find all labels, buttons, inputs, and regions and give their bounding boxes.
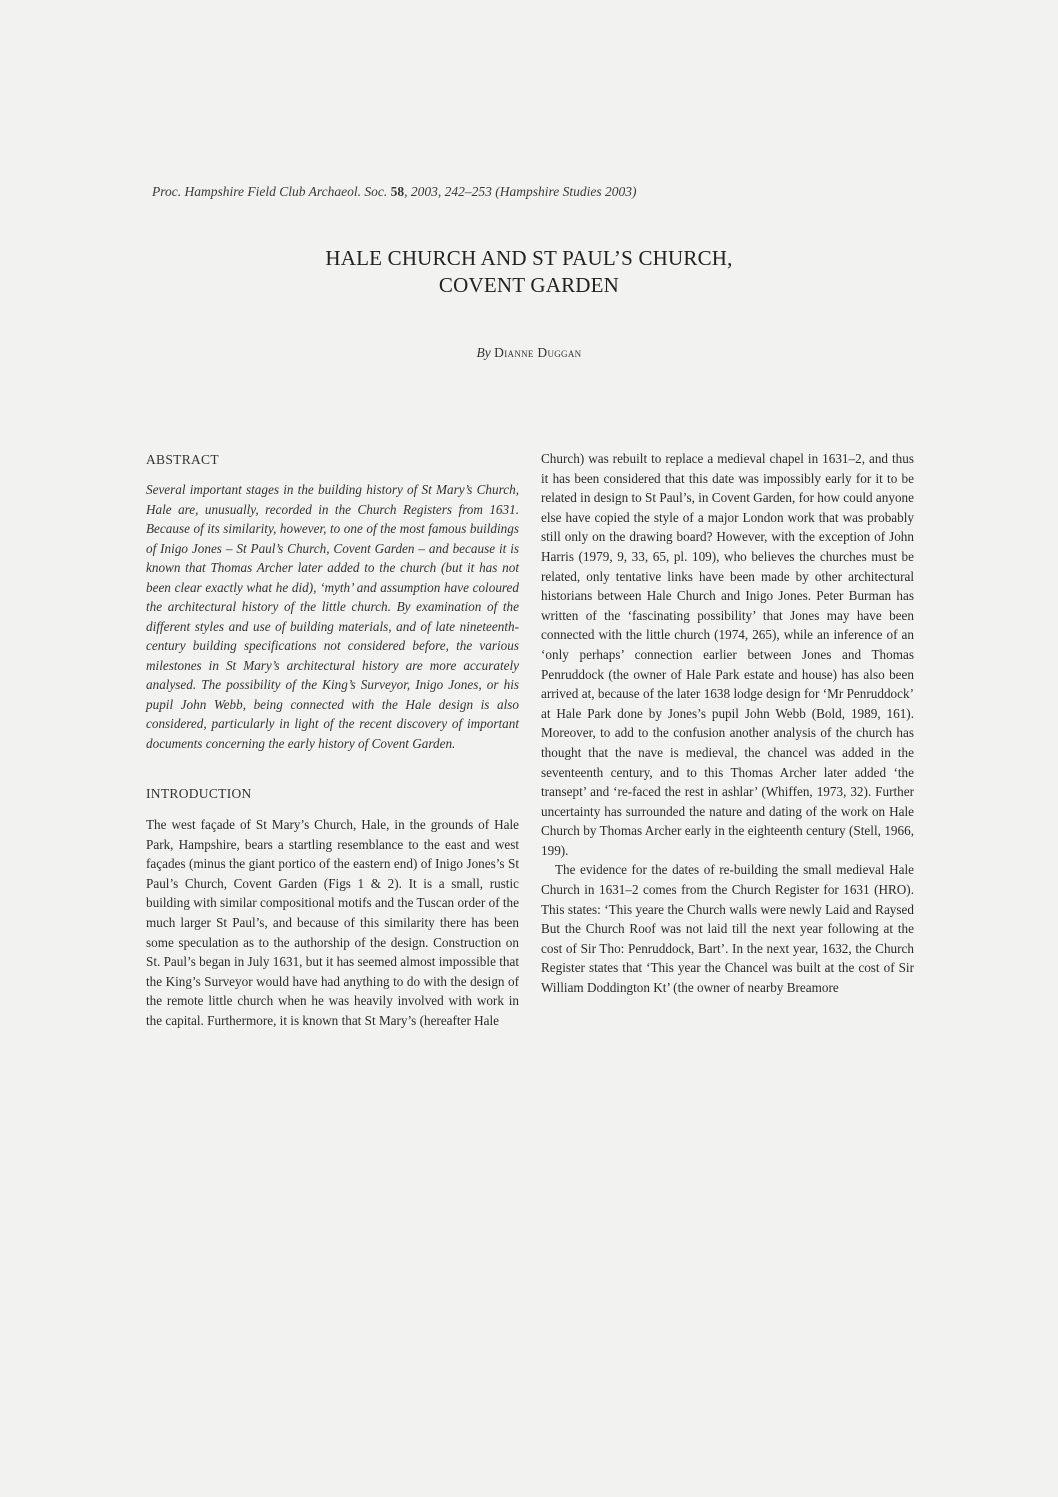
byline [0,345,1058,361]
introduction-paragraph-2: The evidence for the dates of re-building the small medieval Hale Church in 1631–2 comes from the Church Register for 1631 (HRO). This states: ‘This yeare the Church walls were newly Laid and Raysed But the Church Roof was not laid till the next year following at the cost of Sir Tho: Penruddock, Bart’. In the next year, 1632, the Church Register states that ‘This year the Chancel was built at the cost of Sir William Doddington Kt’ (the owner of nearby Breamore [541,862,914,996]
left-column [146,449,519,1031]
introduction-paragraph-1: The west façade of St Mary’s Church, Hale, in the grounds of Hale Park, Hampshire, bears a startling resemblance to the east and west façades (minus the giant portico of the eastern end) of Inigo Jones’s St Paul’s Church, Covent Garden (Figs 1 & 2). It is a small, rustic building with similar compositional motifs and the Tuscan order of the much larger St Paul’s, and because of this similarity there has been some speculation as to the authorship of the design. Construction on St. Paul’s began in July 1631, but it has seemed almost impossible that the King’s Surveyor would have had anything to do with the design of the remote little church when he was heavily involved with work in the capital. Furthermore, it is known that St Mary’s (hereafter Hale [146,817,519,1028]
volume-number: 58 [390,184,405,199]
abstract-heading: ABSTRACT [146,452,219,467]
introduction-paragraph-continued: Church) was rebuilt to replace a medieval chapel in 1631–2, and thus it has been considered that this date was impossibly early for it to be related in design to St Paul’s, in Covent Garden, for how could anyone else have copied the style of a major London work that was probably still only on the drawing board? However, with the exception of John Harris (1979, 9, 33, 65, pl. 109), who believes the churches must be related, only tentative links have been made by other architectural historians between Hale Church and Inigo Jones. Peter Burman has written of the ‘fascinating possibility’ that Jones may have been connected with the little church (1974, 265), while an inference of an ‘only perhaps’ connection earlier between Jones and Thomas Penruddock (the owner of Hale Park estate and house) has also been arrived at, because of the later 1638 lodge design for ‘Mr Penruddock’ at Hale Park done by Jones’s pupil John Webb (Bold, 1989, 161). Moreover, to add to the confusion another analysis of the church has thought that the nave is medieval, the chancel was added in the seventeenth century, and to this Thomas Archer later added ‘the transept’ and ‘re-faced the rest in ashlar’ (Whiffen, 1973, 32). Further uncertainty has surrounded the nature and dating of the work on Hale Church by Thomas Archer early in the eighteenth century (Stell, 1966, 199). [541,451,914,858]
abstract-text: Several important stages in the building history of St Mary’s Church, Hale are, unusually, recorded in the Church Registers from 1631. Because of its similarity, however, to one of the most famous buildings of Inigo Jones – St Paul’s Church, Covent Garden – and because it is known that Thomas Archer later added to the church (but it has not been clear exactly what he did), ‘myth’ and assumption have coloured the architectural history of the little church. By examination of the different styles and use of building materials, and of late nineteenth-century building specifications not considered before, the various milestones in St Mary’s architectural history are more accurately analysed. The possibility of the King’s Surveyor, Inigo Jones, or his pupil John Webb, being connected with the Hale design is also considered, particularly in light of the recent discovery of important documents concerning the early history of Covent Garden. [146,482,519,751]
article-title [0,245,1058,299]
running-header [152,184,912,200]
title-line-1: HALE CHURCH AND ST PAUL’S CHURCH, [325,246,733,270]
title-line-2: COVENT GARDEN [438,273,620,297]
citation-details: , 2003, 242–253 (Hampshire Studies 2003) [404,184,637,199]
introduction-heading: INTRODUCTION [146,786,252,801]
byline-by: By [476,345,491,360]
journal-name: Proc. Hampshire Field Club Archaeol. Soc. [152,184,388,199]
author-name: Dianne Duggan [494,345,582,360]
right-column [541,449,914,998]
